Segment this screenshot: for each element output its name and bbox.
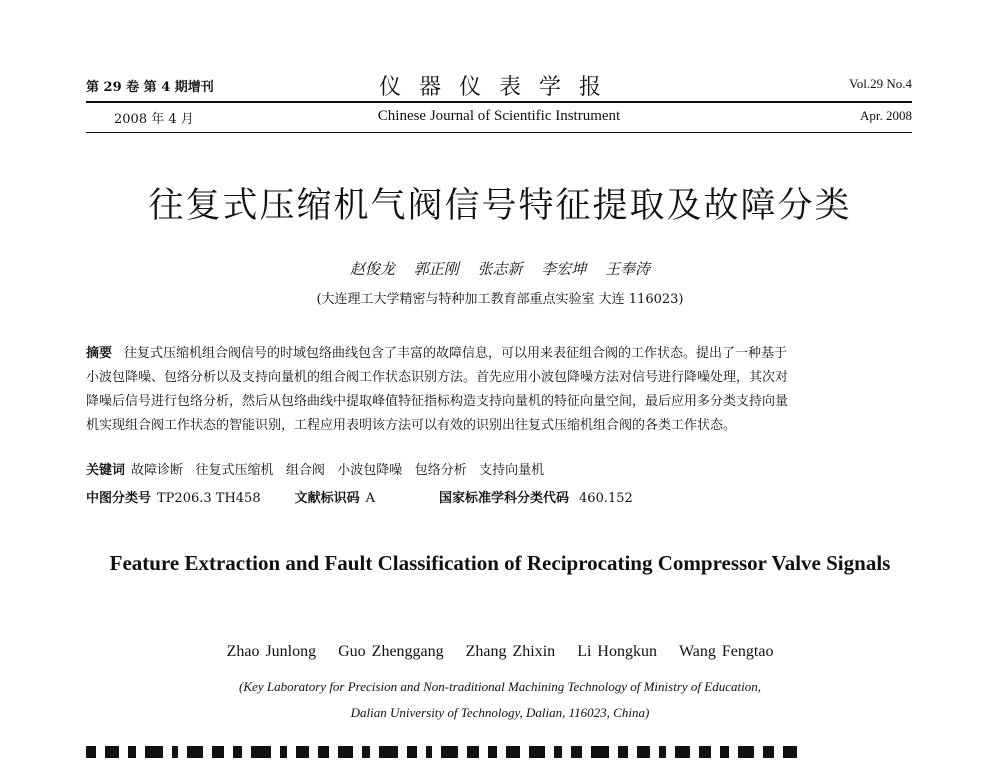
std-code-label: 国家标准学科分类代码 xyxy=(439,491,570,506)
author-en: Li Hongkun xyxy=(577,643,657,660)
affiliation-en xyxy=(0,674,1000,726)
authors-en xyxy=(0,643,1000,661)
volume-issue-cn: 第 29 卷 第 4 期增刊 xyxy=(86,80,214,95)
keyword: 往复式压缩机 xyxy=(195,463,274,478)
paper-title-en: Feature Extraction and Fault Classification of Reciprocating Compressor Valve Signals xyxy=(109,551,891,575)
author-cn: 王奉涛 xyxy=(605,260,651,278)
keyword: 故障诊断 xyxy=(131,463,184,478)
author-cn: 赵俊龙 xyxy=(349,260,395,278)
affiliation-en-line: Dalian University of Technology, Dalian, 116023, China) xyxy=(350,705,650,720)
keywords xyxy=(86,459,916,478)
date-en: Apr. 2008 xyxy=(860,108,912,123)
doc-code-value: A xyxy=(365,491,376,506)
date-cn: 2008 年 4 月 xyxy=(114,112,194,127)
doc-code-label: 文献标识码 xyxy=(294,491,360,506)
authors-cn xyxy=(0,258,1000,279)
keyword: 支持向量机 xyxy=(479,463,545,478)
masthead-divider xyxy=(86,101,912,103)
cut-off-text-line xyxy=(86,746,916,760)
author-en: Guo Zhenggang xyxy=(338,643,444,660)
author-cn: 郭正刚 xyxy=(413,260,459,278)
affiliation-cn: (大连理工大学精密与特种加工教育部重点实验室 大连 116023) xyxy=(316,292,684,307)
keyword: 小波包降噪 xyxy=(337,463,403,478)
journal-name-en: Chinese Journal of Scientific Instrument xyxy=(377,108,621,124)
classification-codes xyxy=(86,487,916,506)
author-en: Wang Fengtao xyxy=(678,643,774,660)
author-cn: 李宏坤 xyxy=(541,260,587,278)
journal-masthead xyxy=(86,70,912,136)
std-code-value: 460.152 xyxy=(579,491,633,506)
paper-title-cn: 往复式压缩机气阀信号特征提取及故障分类 xyxy=(148,186,852,226)
keyword: 包络分析 xyxy=(414,463,467,478)
abstract-label: 摘要 xyxy=(86,346,113,361)
abstract-line: 摘要 往复式压缩机组合阀信号的时域包络曲线包含了丰富的故障信息，可以用来表征组合阀的工作状态。提出了一种基于 xyxy=(86,346,788,361)
abstract-line: 降噪后信号进行包络分析，然后从包络曲线中提取峰值特征指标构造支持向量机的特征向量空间，最后应用多分类支持向量 xyxy=(86,394,789,409)
clc-value: TP206.3 TH458 xyxy=(157,491,261,506)
author-en: Zhang Zhixin xyxy=(465,643,556,660)
clc-label: 中图分类号 xyxy=(86,491,152,506)
affiliation-en-line: (Key Laboratory for Precision and Non-traditional Machining Technology of Ministry of Education, xyxy=(239,679,761,694)
keyword: 组合阀 xyxy=(285,463,325,478)
abstract-line: 小波包降噪、包络分析以及支持向量机的组合阀工作状态识别方法。首先应用小波包降噪方法对信号进行降噪处理，其次对 xyxy=(86,370,789,385)
keywords-label: 关键词 xyxy=(86,463,126,478)
volume-issue-en: Vol.29 No.4 xyxy=(849,76,912,91)
abstract-line: 机实现组合阀工作状态的智能识别，工程应用表明该方法可以有效的识别出往复式压缩机组合阀的各类工作状态。 xyxy=(86,418,737,433)
masthead-bottom-rule xyxy=(86,132,912,133)
author-cn: 张志新 xyxy=(477,260,523,278)
abstract-cn xyxy=(86,342,916,438)
journal-name-cn: 仪器仪表学报 xyxy=(378,75,619,100)
author-en: Zhao Junlong xyxy=(226,643,317,660)
